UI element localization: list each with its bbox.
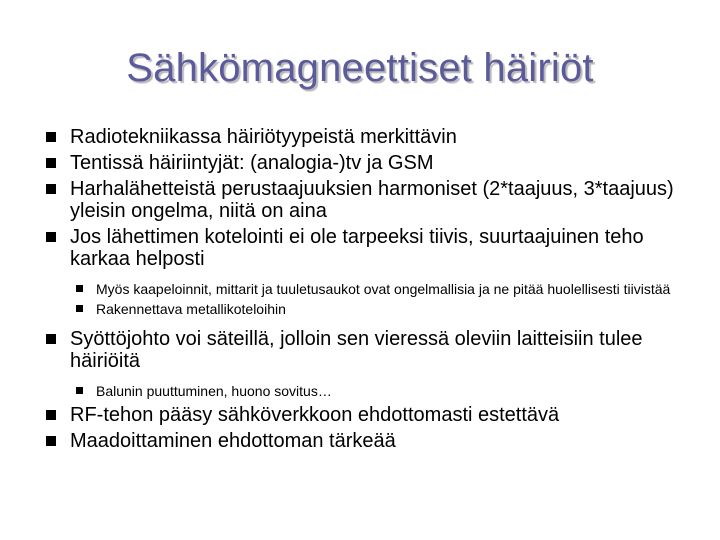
bullet-item-4 <box>46 226 696 270</box>
sub-bullet-item-2 <box>76 302 696 316</box>
bullet-text: RF-tehon pääsy sähköverkkoon ehdottomasti estettävä <box>70 404 560 426</box>
sub-bullet-item-3 <box>76 384 696 398</box>
bullet-item-5 <box>46 328 696 372</box>
sub-bullet-text: Rakennettava metallikoteloihin <box>96 301 286 317</box>
bullet-text: Syöttöjohto voi säteillä, jolloin sen vieressä oleviin laitteisiin tulee häiriöitä <box>70 328 643 372</box>
square-bullet-icon <box>76 387 83 394</box>
bullet-text: Jos lähettimen kotelointi ei ole tarpeeksi tiivis, suurtaajuinen teho karkaa helposti <box>70 226 644 270</box>
sub-bullet-text: Balunin puuttuminen, huono sovitus… <box>96 383 332 399</box>
square-bullet-icon <box>46 132 56 142</box>
bullet-text: Radiotekniikassa häiriötyypeistä merkittävin <box>70 126 457 148</box>
bullet-item-7 <box>46 430 696 452</box>
slide-content <box>46 126 696 456</box>
bullet-item-6 <box>46 404 696 426</box>
square-bullet-icon <box>46 184 56 194</box>
square-bullet-icon <box>46 158 56 168</box>
bullet-item-2 <box>46 152 696 174</box>
square-bullet-icon <box>46 334 56 344</box>
square-bullet-icon <box>46 436 56 446</box>
slide-title: Sähkömagneettiset häiriöt <box>126 46 594 90</box>
bullet-text: Harhalähetteistä perustaajuuksien harmoniset (2*taajuus, 3*taajuus) yleisin ongelma, niitä on aina <box>70 178 674 222</box>
sub-bullet-text: Myös kaapeloinnit, mittarit ja tuuletusaukot ovat ongelmallisia ja ne pitää huolellisesti tiivistää <box>96 281 671 297</box>
bullet-text: Tentissä häiriintyjät: (analogia-)tv ja GSM <box>70 152 434 174</box>
bullet-text: Maadoittaminen ehdottoman tärkeää <box>70 430 396 452</box>
bullet-item-1 <box>46 126 696 148</box>
square-bullet-icon <box>76 285 83 292</box>
square-bullet-icon <box>76 305 83 312</box>
square-bullet-icon <box>46 410 56 420</box>
bullet-item-3 <box>46 178 696 222</box>
square-bullet-icon <box>46 232 56 242</box>
sub-bullet-item-1 <box>76 282 696 296</box>
